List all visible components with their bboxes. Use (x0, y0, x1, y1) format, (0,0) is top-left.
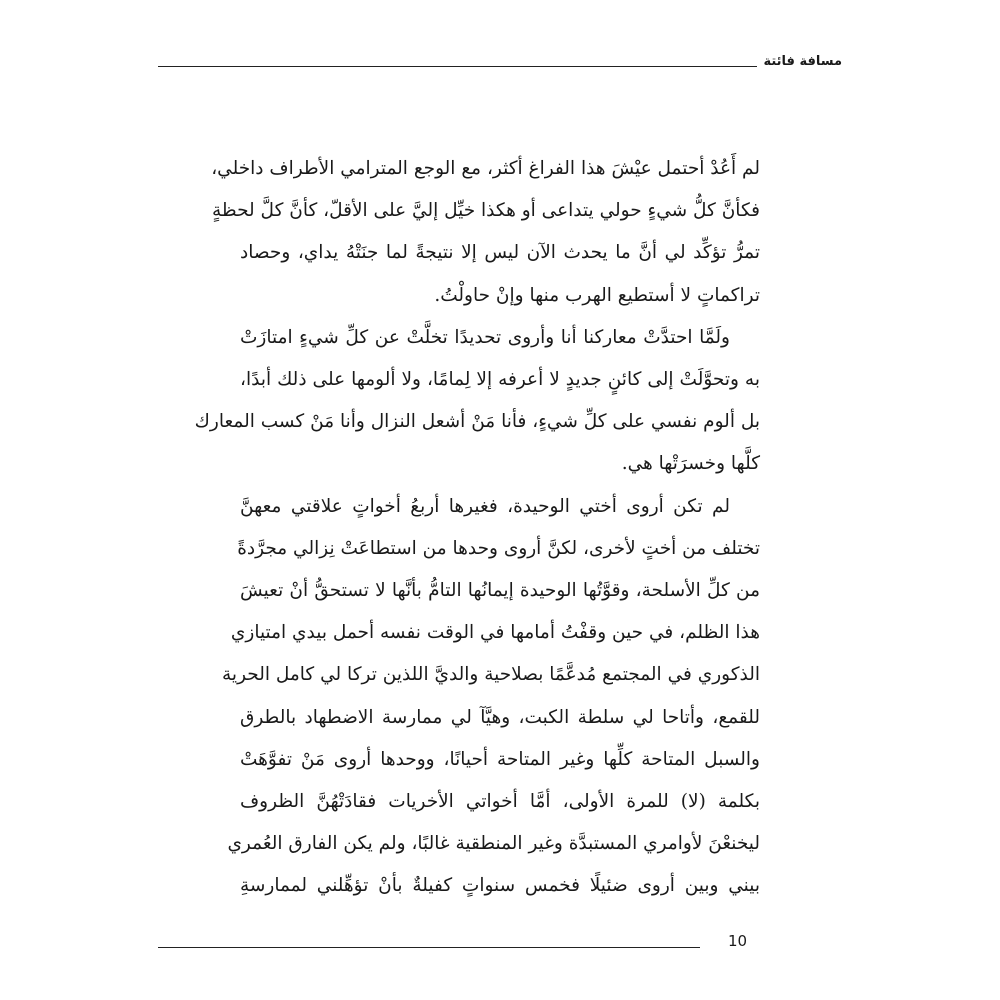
page-footer (158, 930, 748, 952)
text-line: بل ألوم نفسي على كلِّ شيءٍ، فأنا مَنْ أشعل النزال وأنا مَنْ كسب المعارك (194, 411, 760, 433)
header-title: مسافة فائتة (763, 53, 842, 69)
text-line: كلَّها وخسرَتْها هي. (621, 453, 760, 475)
text-line: فكأنَّ كلُّ شيءٍ حولي يتداعى أو هكذا خيِّل إليَّ على الأقلّ، كأنَّ كلَّ لحظةٍ (212, 200, 760, 222)
text-line: بكلمة (لا) للمرة الأولى، أمَّا أخواتي الأخريات فقادَتْهُنَّ الظروف (240, 791, 760, 813)
text-line: تراكماتٍ لا أستطيع الهرب منها وإنْ حاولْتُ. (434, 284, 760, 306)
text-line: لم تكن أروى أختي الوحيدة، فغيرها أربعُ أخواتٍ علاقتي معهنَّ (240, 495, 730, 517)
paragraph-1 (211, 148, 760, 317)
running-header (158, 50, 842, 72)
text-line: ليخنعْنَ لأوامري المستبدَّة وغير المنطقية غالبًا، ولم يكن الفارق العُمري (227, 833, 760, 855)
text-line: والسبل المتاحة كلِّها وغير المتاحة أحيانًا، ووحدها أروى مَنْ تفوَّهَتْ (240, 748, 760, 770)
text-line: لم أَعُدْ أحتمل عيْشَ هذا الفراغ أكثر، مع الوجع المترامي الأطراف داخلي، (211, 158, 760, 179)
paragraph-2 (194, 317, 760, 486)
text-line: للقمع، وأتاحا لي سلطة الكبت، وهيَّآ لي ممارسة الاضطهاد بالطرق (240, 706, 760, 728)
text-line: به وتحوَّلَتْ إلى كائنٍ جديدٍ لا أعرفه إلا لِمامًا، ولا ألومها على ذلك أبدًا، (240, 369, 760, 391)
paragraph-3 (222, 486, 760, 908)
text-line: من كلِّ الأسلحة، وقوَّتُها الوحيدة إيمانُها التامُّ بأنَّها لا تستحقُّ أنْ تعيشَ (240, 580, 760, 602)
text-line: ولَمَّا احتدَّتْ معاركنا أنا وأروى تحديدًا تخلَّتْ عن كلِّ شيءٍ امتازَتْ (240, 326, 730, 348)
text-line: هذا الظلم، في حين وقفْتُ أمامها في الوقت نفسه أحمل بيدي امتيازي (230, 622, 760, 644)
body-text (194, 148, 760, 908)
text-line: تمرُّ تؤكِّد لي أنَّ ما يحدث الآن ليس إلا نتيجةً لما جنَتْهُ يداي، وحصاد (240, 242, 760, 264)
header-rule (158, 66, 757, 67)
footer-rule (158, 947, 700, 948)
text-line: تختلف من أختٍ لأخرى، لكنَّ أروى وحدها من استطاعَتْ نِزالي مجرَّدةً (237, 537, 760, 559)
text-line: بيني وبين أروى ضئيلًا فخمس سنواتٍ كفيلةٌ بأنْ تؤهِّلني لممارسةِ (240, 875, 760, 897)
text-line: الذكوري في المجتمع مُدعَّمًا بصلاحية والديَّ اللذين تركا لي كامل الحرية (222, 664, 760, 686)
page-number: 10 (728, 932, 748, 950)
